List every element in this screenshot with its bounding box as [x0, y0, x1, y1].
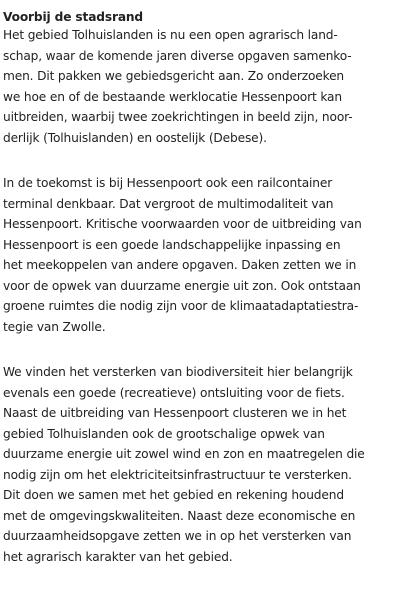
text-line: uitbreiden, waarbij twee zoekrichtingen in beeld zijn, noor- [3, 110, 353, 124]
text-line: Dit doen we samen met het gebied en rekening houdend [3, 488, 344, 502]
text-line: Hessenpoort. Kritische voorwaarden voor de uitbreiding van [3, 217, 362, 231]
text-line: duurzame energie uit zowel wind en zon en maatregelen die [3, 447, 365, 461]
text-line: schap, waar de komende jaren diverse opgaven samenko- [3, 48, 352, 63]
text-line: het agrarisch karakter van het gebied. [3, 549, 233, 564]
text-line: voor de opwek van duurzame energie uit zon. Ook ontstaan [3, 278, 361, 293]
paragraph-3 [3, 362, 403, 567]
text-line: evenals een goede (recreatieve) ontsluiting voor de fiets. [3, 385, 345, 400]
text-line: terminal denkbaar. Dat vergroot de multimodaliteit van [3, 196, 334, 211]
text-line: Het gebied Tolhuislanden is nu een open agrarisch land- [3, 28, 338, 42]
section-heading: Voorbij de stadsrand [3, 10, 143, 24]
text-line: we hoe en of de bestaande werklocatie Hessenpoort kan [3, 89, 342, 104]
text-line: tegie van Zwolle. [3, 319, 106, 334]
text-line: groene ruimtes die nodig zijn voor de klimaatadaptatiestra- [3, 299, 359, 313]
paragraph-1 [3, 25, 403, 148]
text-line: derlijk (Tolhuislanden) en oostelijk (Debese). [3, 130, 267, 145]
text-line: gebied Tolhuislanden ook de grootschalige opwek van [3, 426, 325, 441]
text-line: het meekoppelen van andere opgaven. Daken zetten we in [3, 258, 357, 272]
text-line: Hessenpoort is een goede landschappelijke inpassing en [3, 237, 341, 252]
text-line: In de toekomst is bij Hessenpoort ook een railcontainer [3, 176, 333, 190]
text-line: duurzaamheidsopgave zetten we in op het versterken van [3, 529, 352, 543]
text-line: Naast de uitbreiding van Hessenpoort clusteren we in het [3, 406, 347, 420]
text-line: nodig zijn om het elektriciteitsinfrastructuur te versterken. [3, 467, 352, 482]
text-line: men. Dit pakken we gebiedsgericht aan. Zo onderzoeken [3, 69, 344, 83]
paragraph-2 [3, 173, 403, 337]
text-line: met de omgevingskwaliteiten. Naast deze economische en [3, 508, 356, 523]
text-line: We vinden het versterken van biodiversiteit hier belangrijk [3, 365, 353, 379]
document-body [3, 9, 403, 592]
